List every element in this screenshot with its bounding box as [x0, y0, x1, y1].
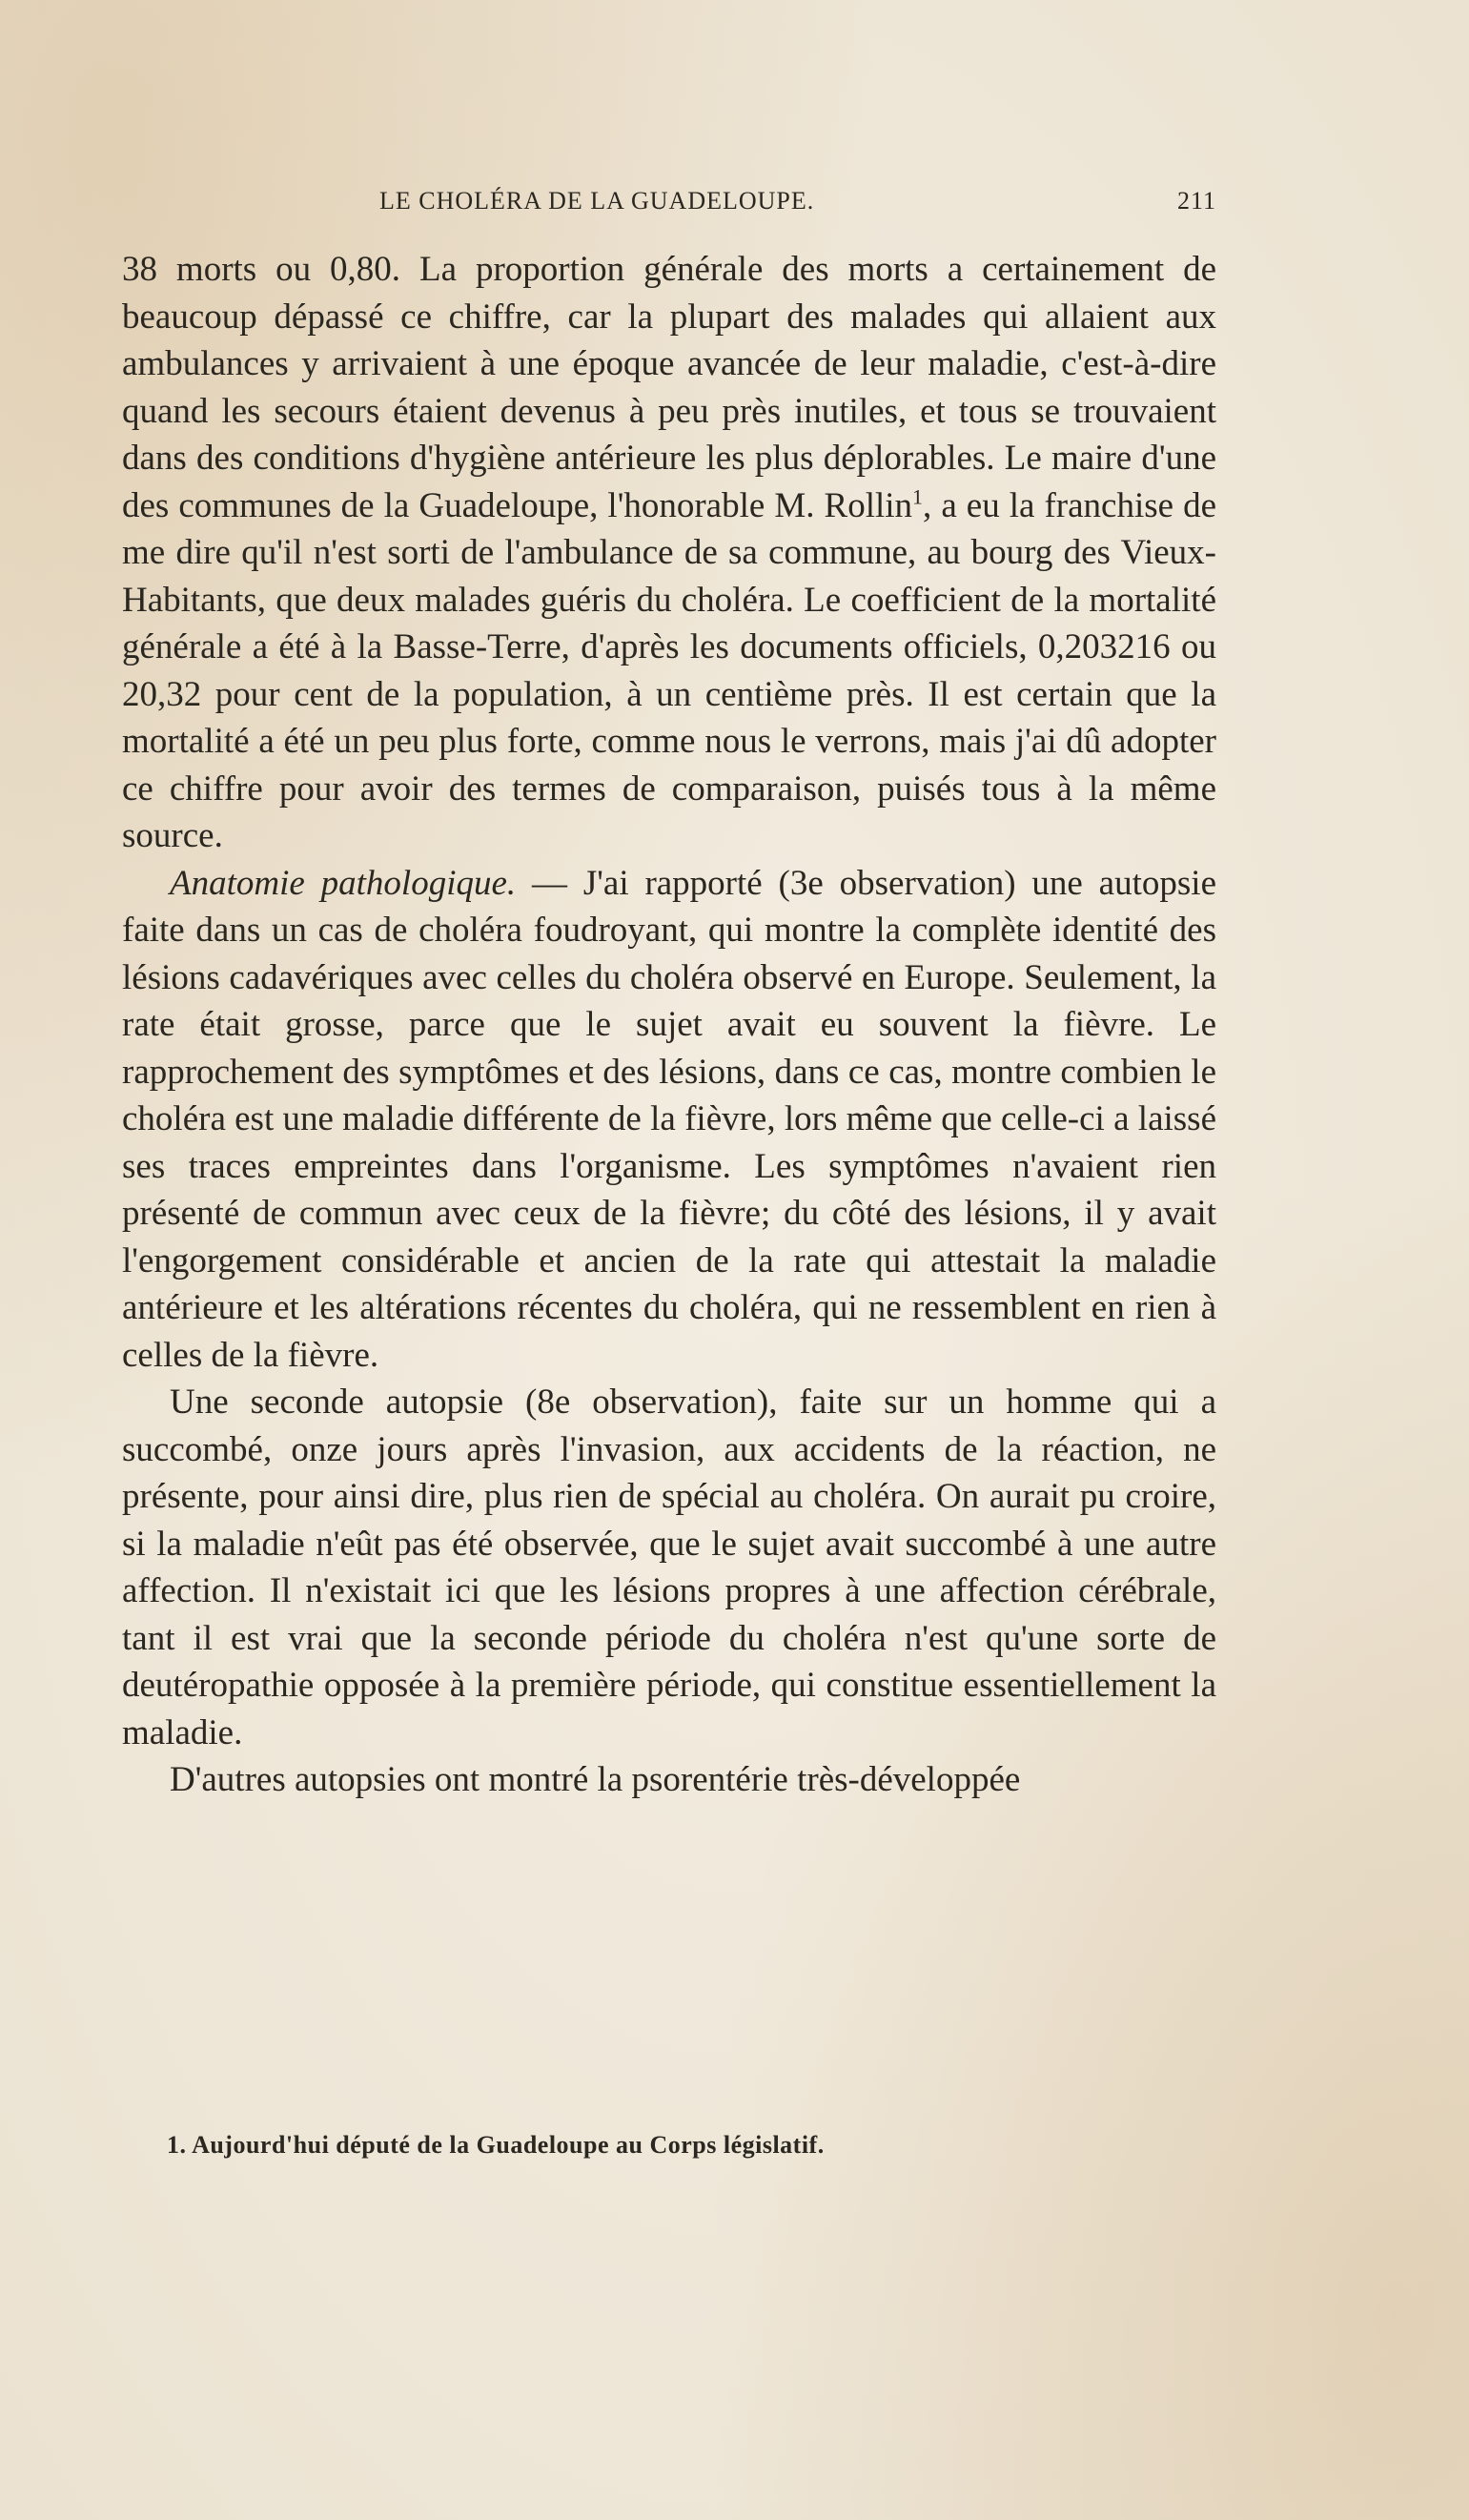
- paragraph-mortality-text-a: 38 morts ou 0,80. La proportion générale des morts a certainement de beaucoup dépassé ce chiffre, car la plupart des malades qui allaient aux ambulances y arrivaient à une époque avancée de leur maladie, c'est-à-dire quand les secours étaient devenus à peu près inutiles, et tous se trouvaient dans des conditions d'hygiène antérieure les plus déplorables. Le maire d'une des communes de la Guadeloupe, l'honorable M. Rollin: [122, 250, 1216, 525]
- text-block: [122, 181, 1216, 1804]
- paragraph-other-autopsies: D'autres autopsies ont montré la psorentérie très-développée: [170, 1760, 1021, 1799]
- page-number: 211: [1176, 187, 1216, 215]
- paragraph-anatomy: [122, 860, 1216, 1380]
- body-text: [122, 246, 1216, 1804]
- paragraph-mortality: [122, 246, 1216, 860]
- running-title: LE CHOLÉRA DE LA GUADELOUPE.: [379, 187, 815, 215]
- paragraph-mortality-text-b: , a eu la franchise de me dire qu'il n'est sorti de l'ambulance de sa commune, au bourg des Vieux-Habitants, que deux malades guéris du choléra. Le coefficient de la mortalité générale a été à la Basse-Terre, d'après les documents officiels, 0,203216 ou 20,32 pour cent de la population, à un centième près. Il est certain que la mortalité a été un peu plus forte, comme nous le verrons, mais j'ai dû adopter ce chiffre pour avoir des termes de comparaison, puisés tous à la même source.: [122, 485, 1217, 855]
- paragraph-second-autopsy: Une seconde autopsie (8e observation), faite sur un homme qui a succombé, onze jours après l'invasion, aux accidents de la réaction, ne présente, pour ainsi dire, plus rien de spécial au choléra. On aurait pu croire, si la maladie n'eût pas été observée, que le sujet avait succombé à une autre affection. Il n'existait ici que les lésions propres à une affection cérébrale, tant il est vrai que la seconde période du choléra n'est qu'une sorte de deutéropathie opposée à la première période, qui constitue essentiellement la maladie.: [122, 1383, 1216, 1752]
- running-head: [122, 181, 1216, 219]
- section-heading-anatomie-pathologique: Anatomie pathologique.: [170, 863, 517, 903]
- paragraph-anatomy-text: — J'ai rapporté (3e observation) une autopsie faite dans un cas de choléra foudroyant, qui montre la complète identité des lésions cadavériques avec celles du choléra observé en Europe. Seulement, la rate était grosse, parce que le sujet avait eu souvent la fièvre. Le rapprochement des symptômes et des lésions, dans ce cas, montre combien le choléra est une maladie différente de la fièvre, lors même que celle-ci a laissé ses traces empreintes dans l'organisme. Les symptômes n'avaient rien présenté de commun avec ceux de la fièvre; du côté des lésions, il y avait l'engorgement considérable et ancien de la rate qui attestait la maladie antérieure et les altérations récentes du choléra, qui ne ressemblent en rien à celles de la fièvre.: [122, 863, 1216, 1375]
- footnote-reference: 1: [912, 484, 924, 509]
- footnote: 1. Aujourd'hui député de la Guadeloupe au Corps législatif.: [167, 2131, 825, 2159]
